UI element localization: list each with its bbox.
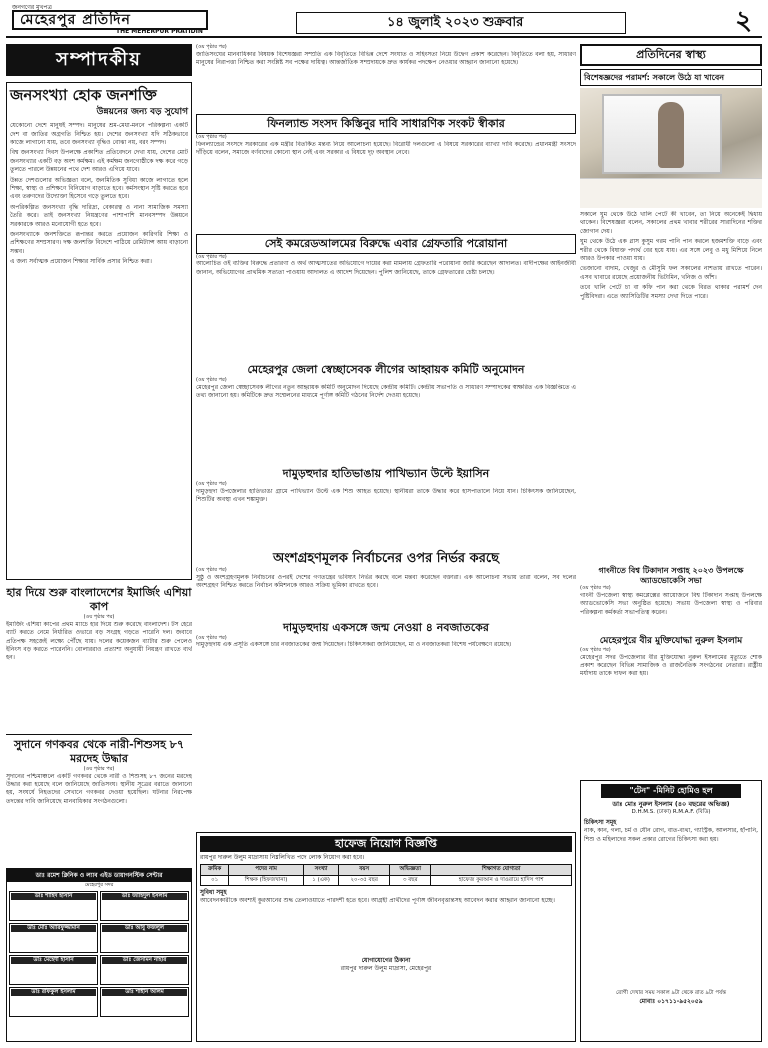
story-body: জাতিসংঘের মানবাধিকার বিষয়ক বিশেষজ্ঞরা সম্প্রতি এক বিবৃতিতে বিভিন্ন দেশে সংঘাত ও সহিংসতা নিয়ে উদ্বেগ প্রকাশ করেছেন। বিবৃতিতে বলা হয়, সাধারণ মানুষের নিরাপত্তা নিশ্চিত করা সংশ্লিষ্ট সব পক্ষের দায়িত্ব। আন্তর্জাতিক সম্প্রদায়কে দ্রুত কার্যকর পদক্ষেপ নেওয়ার আহ্বান জানানো হয়েছে। <box>196 50 576 67</box>
story-byline: (ওয় পৃষ্ঠার পর) <box>580 646 611 653</box>
story-body: দামুড়হুদা উপজেলার হাতিভাঙা গ্রামে পাখিভ্যান উল্টে এক শিশু আহত হয়েছে। স্থানীয়রা তাকে উদ্ধার করে হাসপাতালে নিয়ে যান। চিকিৎসক জানিয়েছেন, শিশুটির অবস্থা এখন শঙ্কামুক্ত। <box>196 487 576 504</box>
table-header: পদের নাম <box>229 865 304 875</box>
health-paragraph: সকালে ঘুম থেকে উঠে খালি পেটে কী খাবেন, তা নিয়ে অনেকেই দ্বিধায় থাকেন। বিশেষজ্ঞরা বলেন, সকালের প্রথম খাবার শরীরের সারাদিনের শক্তির জোগান দেয়। <box>580 211 762 235</box>
health-paragraph: তবে খালি পেটে চা বা কফি পান করা থেকে বিরত থাকার পরামর্শ দেন পুষ্টিবিদরা। এতে অ্যাসিডিটির সমস্যা দেখা দিতে পারে। <box>580 284 762 300</box>
editorial-paragraph: অপরিকল্পিত জনসংখ্যা বৃদ্ধি দারিদ্র্য, বেকারত্ব ও নানা সামাজিক সমস্যা তৈরি করে। তাই জনসংখ্যা নিয়ন্ত্রণের পাশাপাশি মানবসম্পদ উন্নয়নে সরকারকে আরও মনোযোগী হতে হবে। <box>10 203 188 228</box>
hafez-notice <box>196 832 576 1042</box>
doctor-grid <box>7 889 191 1019</box>
table-cell: ০১ <box>201 875 229 885</box>
table-header: সংখ্যা <box>303 865 338 875</box>
homeo-ad <box>580 780 762 1042</box>
story-byline: (ওয় পৃষ্ঠার পর) <box>196 634 227 641</box>
doctor-card <box>100 987 189 1017</box>
bed-shape <box>580 178 762 208</box>
story-byline: (ওয় পৃষ্ঠার পর) <box>196 133 227 140</box>
story-body: আলোচিত ওই ব্যক্তির বিরুদ্ধে প্রতারণা ও অর্থ আত্মসাতের অভিযোগে দায়ের করা মামলায় গ্রেফতারি পরোয়ানা জারি করেছেন আদালত। বাদীপক্ষের আইনজীবী জানান, অভিযোগের প্রাথমিক সত্যতা পাওয়ায় আদালত এ আদেশ দিয়েছেন। পুলিশ জানিয়েছে, তাকে গ্রেফতারের চেষ্টা চলছে। <box>196 260 576 276</box>
notice-contact: রায়পুর দারুল উলুম মাদ্রাসা, মেহেরপুর <box>340 965 432 973</box>
story-headline[interactable]: সেই কমরেডআলমের বিরুদ্ধে এবার গ্রেফতারি পরোয়ানা <box>196 234 576 254</box>
editorial-paragraph: যেকোনো দেশে মানুষই সম্পদ। মানুষের শ্রম-মেধা-মননে পরিকল্পনা একটি দেশ বা জাতির অগ্রগতি নিশ্চিত হয়। দেশের জনসংখ্যা যদি সঠিকভাবে কাজে লাগানো যায়, তবে জনসংখ্যা বৃদ্ধিও বোঝা নয়, বরং সম্পদ। <box>10 122 188 146</box>
doctor-card <box>100 923 189 953</box>
left-story-1 <box>6 586 192 731</box>
table-cell: হাফেজ কুরআন ও দাওরায়ে হাদিস পাশ <box>431 875 572 885</box>
table-header: ক্রমিক <box>201 865 229 875</box>
editorial-paragraph: জনসংখ্যাকে জনশক্তিতে রূপান্তর করতে প্রয়োজন কারিগরি শিক্ষা ও প্রশিক্ষণের সম্প্রসারণ। দক্ষ জনশক্তি বিদেশে পাঠিয়ে রেমিট্যান্স আয় বাড়ানো সম্ভব। <box>10 231 188 255</box>
clinic-title: ডাঃ রমেশ ক্লিনিক ও ল্যাব এইড ডায়াগনস্টিক সেন্টার <box>7 869 191 882</box>
health-body <box>580 211 762 561</box>
masthead <box>6 4 762 38</box>
story-body: সুষ্ঠু ও অংশগ্রহণমূলক নির্বাচনের ওপরই দেশের গণতন্ত্রের ভবিষ্যৎ নির্ভর করছে বলে মন্তব্য করেছেন বক্তারা। এক আলোচনা সভায় তারা বলেন, সব দলের অংশগ্রহণ নিশ্চিত করতে নির্বাচন কমিশনকে আরও সক্রিয় ভূমিকা রাখতে হবে। <box>196 573 576 589</box>
newspaper-logo[interactable] <box>6 4 216 36</box>
doctor-card <box>9 955 98 985</box>
story-byline: (ওয় পৃষ্ঠার পর) <box>196 481 227 487</box>
table-cell: শিক্ষক (হিফজখানা) <box>229 875 304 885</box>
table-cell: ২০-৩৫ বছর <box>339 875 390 885</box>
issue-date: ১৪ জুলাই ২০২৩ শুক্রবার <box>296 12 626 34</box>
doctor-card <box>9 923 98 953</box>
doctor-name: ডাঃ শাহিদ হাসান <box>11 893 96 900</box>
doctor-name: ডাঃ জাহিদুল ইসলাম <box>102 893 187 900</box>
homeo-phone: মোবাঃ ০১৭১১-৯৫২০৫৯ <box>639 997 703 1005</box>
story-byline: (ওয় পৃষ্ঠার পর) <box>580 585 611 591</box>
story-byline: (ওয় পৃষ্ঠার পর) <box>196 566 227 573</box>
divider <box>6 734 192 735</box>
editorial-body <box>10 122 188 572</box>
story-body: ইমার্জিং এশিয়া কাপের প্রথম ম্যাচে হার দিয়ে শুরু করেছে বাংলাদেশ। টস হেরে ব্যাট করতে নেমে নির্ধারিত ওভারে বড় সংগ্রহ গড়তে পারেনি দল। জবাবে প্রতিপক্ষ সহজেই লক্ষ্যে পৌঁছে যায়। দলের কয়েকজন ব্যাটার শুরু পেলেও ইনিংস বড় করতে পারেননি। বোলাররাও প্রত্যাশা অনুযায়ী নিয়ন্ত্রণ রাখতে ব্যর্থ হন। <box>6 620 192 662</box>
homeo-doctor: ডাঃ মোঃ নুরুল ইসলাম (৪০ বছরের অভিজ্ঞ) <box>612 800 730 808</box>
homeo-services-title: চিকিৎসা সমূহ <box>584 819 617 827</box>
clinic-subtitle: মেহেরপুর সদর <box>84 882 114 888</box>
homeo-footer: রোগী দেখার সময় সকাল ৯টা থেকে রাত ৯টা পর্যন্ত <box>615 990 727 997</box>
story-headline[interactable]: গাংনীতে বিশ্ব টিকাদান সপ্তাহ ২০২৩ উপলক্ষে অ্যাডভোকেসি সভা <box>598 565 744 585</box>
right-column <box>580 44 762 694</box>
doctor-name: ডাঃ রফিকুল ইসলাম <box>11 989 96 996</box>
homeo-degree: D.H.M.S. (ঢাকা) R.M.A.F. (বিডি) <box>631 808 711 815</box>
story-body: গাংনী উপজেলা স্বাস্থ্য কমপ্লেক্সের আয়োজনে বিশ্ব টিকাদান সপ্তাহ উপলক্ষে অ্যাডভোকেসি সভা অনুষ্ঠিত হয়েছে। সভায় উপজেলা স্বাস্থ্য ও পরিবার পরিকল্পনা কর্মকর্তা সভাপতিত্ব করেন। <box>580 591 762 616</box>
notice-terms: আবেদনকারীকে অবশ্যই কুরআনের শুদ্ধ তেলাওয়াতে পারদর্শী হতে হবে। আগ্রহী প্রার্থীদের পূর্ণাঙ্গ জীবনবৃত্তান্তসহ আবেদন করার আহ্বান জানানো হচ্ছে। <box>200 897 555 905</box>
table-cell: ১ (এক) <box>303 875 338 885</box>
doctor-name: ডাঃ মেহেদী হাসান <box>11 957 96 964</box>
story-headline[interactable]: মেহেরপুরে বীর মুক্তিযোদ্ধা নুরুল ইসলাম <box>599 635 743 646</box>
story-body: ফিনল্যান্ডের সংসদে সরকারের এক মন্ত্রীর বিতর্কিত মন্তব্য নিয়ে আলোচনা হয়েছে। বিরোধী দলগুলো এ বিষয়ে সরকারের ব্যাখ্যা দাবি করেছে। প্রধানমন্ত্রী সংসদে দাঁড়িয়ে বলেন, সমাজে বর্ণবাদের কোনো স্থান নেই এবং সরকার এ বিষয়ে দৃঢ় অবস্থান নেবে। <box>196 140 576 156</box>
doctor-name: ডাঃ শাহীন আলম <box>102 989 187 996</box>
doctor-name: ডাঃ আবু ফজলুল <box>102 925 187 932</box>
story-body: মেহেরপুর জেলা স্বেচ্ছাসেবক লীগের নতুন আহ্বায়ক কমিটি অনুমোদন দিয়েছে কেন্দ্রীয় কমিটি। কেন্দ্রীয় সভাপতি ও সাধারণ সম্পাদকের স্বাক্ষরিত এক বিজ্ঞপ্তিতে এ তথ্য জানানো হয়। কমিটিকে দ্রুত সম্মেলনের মাধ্যমে পূর্ণাঙ্গ কমিটি গঠনের নির্দেশ দেওয়া হয়েছে। <box>196 384 576 400</box>
story-body: দামুড়হুদায় এক প্রসূতি একসঙ্গে চার নবজাতকের জন্ম দিয়েছেন। চিকিৎসকরা জানিয়েছেন, মা ও নবজাতকরা বিশেষ পর্যবেক্ষণে রয়েছে। <box>196 641 512 649</box>
health-paragraph: ঘুম থেকে উঠে এক গ্লাস কুসুম গরম পানি পান করলে হজমশক্তি বাড়ে এবং শরীর থেকে বিষাক্ত পদার্থ বের হয়ে যায়। এর সঙ্গে লেবু ও মধু মিশিয়ে নিলে আরও উপকার পাওয়া যায়। <box>580 238 762 263</box>
table-header: অভিজ্ঞতা <box>390 865 431 875</box>
health-paragraph: ভেজানো বাদাম, খেজুর ও মৌসুমি ফল সকালের নাশতায় রাখতে পারেন। এসব খাবারে রয়েছে প্রয়োজনীয় ভিটামিন, খনিজ ও আঁশ। <box>580 265 762 281</box>
story-headline[interactable]: সুদানে গণকবর থেকে নারী-শিশুসহ ৮৭ মরদেহ উদ্ধার <box>14 737 184 765</box>
doctor-card <box>9 987 98 1017</box>
notice-table <box>200 864 572 886</box>
doctor-name: ডাঃ মোঃ আরিফুজ্জামান <box>11 925 96 932</box>
story-body: মেহেরপুর সদর উপজেলার বীর মুক্তিযোদ্ধা নুরুল ইসলামের মৃত্যুতে শোক প্রকাশ করেছেন বিভিন্ন সামাজিক ও রাজনৈতিক সংগঠনের নেতারা। রাষ্ট্রীয় মর্যাদায় তাকে দাফন করা হয়। <box>580 653 762 678</box>
clinic-ad <box>6 868 192 1042</box>
story-headline[interactable]: হার দিয়ে শুরু বাংলাদেশের ইমার্জিং এশিয়া কাপ <box>6 586 192 613</box>
story-headline[interactable]: ফিনল্যান্ড সংসদ কিস্তিনুর দাবি সাধারণিক সংকট স্বীকার <box>196 114 576 134</box>
story-body: সুদানের পশ্চিমাঞ্চলে একটি গণকবর থেকে নারী ও শিশুসহ ৮৭ জনের মরদেহ উদ্ধার করা হয়েছে বলে জানিয়েছে জাতিসংঘ। স্থানীয় সূত্রের বরাতে জানানো হয়, সংঘর্ষে নিহতদের সেখানে গণকবর দেওয়া হয়েছিল। ঘটনার নিরপেক্ষ তদন্তের দাবি জানিয়েছে মানবাধিকার সংগঠনগুলো। <box>6 772 192 805</box>
story-byline: (ওয় পৃষ্ঠার পর) <box>83 765 115 772</box>
logo-title: মেহেরপুর প্রতিদিন <box>12 10 208 30</box>
editorial-paragraph: উন্নত দেশগুলোর অভিজ্ঞতা বলে, জনমিতিক সুবিধা কাজে লাগাতে হলে শিক্ষা, স্বাস্থ্য ও প্রশিক্ষণে বিনিয়োগ বাড়াতে হবে। কর্মসংস্থান সৃষ্টি করতে হবে এবং তরুণদের উদ্যোক্তা হিসেবে গড়ে তুলতে হবে। <box>10 176 188 201</box>
editorial-title[interactable]: জনসংখ্যা হোক জনশক্তি <box>10 86 157 104</box>
left-story-2 <box>6 738 192 863</box>
story-headline[interactable]: দামুড়হুদায় একসঙ্গে জন্ম নেওয়া ৪ নবজাতকের <box>283 620 489 634</box>
doctor-card <box>100 955 189 985</box>
notice-terms-title: সুবিধা সমূহ <box>200 888 227 896</box>
table-cell: ৩ বছর <box>390 875 431 885</box>
table-header: শিক্ষাগত যোগ্যতা <box>431 865 572 875</box>
table-header: বয়স <box>339 865 390 875</box>
story-headline[interactable]: অংশগ্রহণমূলক নির্বাচনের ওপর নির্ভর করছে <box>273 550 499 566</box>
editorial-paragraph: এ জন্য সর্বাত্মক প্রয়োজন শিক্ষার সার্বিক প্রসার নিশ্চিত করা। <box>10 258 152 266</box>
story-headline[interactable]: মেহেরপুর জেলা স্বেচ্ছাসেবক লীগের আহ্বায়ক কমিটি অনুমোদন <box>247 363 525 377</box>
notice-contact-title: যোগাযোগের ঠিকানা <box>361 957 411 965</box>
story-byline: (ওয় পৃষ্ঠার পর) <box>83 614 115 620</box>
editorial-box <box>6 82 192 580</box>
health-headline[interactable]: বিশেষজ্ঞদের পরামর্শ: সকালে উঠে যা খাবেন <box>580 69 762 86</box>
table-row <box>201 875 572 885</box>
story-byline: (ওয় পৃষ্ঠার পর) <box>196 377 227 384</box>
middle-column <box>196 44 576 667</box>
logo-tagline: জনগণের মুখপত্র <box>12 4 52 11</box>
notice-title: হাফেজ নিয়োগ বিজ্ঞপ্তি <box>200 836 572 852</box>
health-photo <box>580 88 762 208</box>
left-column <box>6 44 192 863</box>
page-number: ২ <box>735 6 752 36</box>
story-headline[interactable]: দামুড়হুদার হাতিভাঙায় পাখিভ্যান উল্টে ইয়াসিন <box>282 467 490 480</box>
doctor-card <box>100 891 189 921</box>
doctor-name: ডাঃ জেসমিন নাহার <box>102 957 187 964</box>
doctor-card <box>9 891 98 921</box>
story-byline: (ওয় পৃষ্ঠার পর) <box>196 44 227 50</box>
editorial-paragraph: বিশ্ব জনসংখ্যা দিবস উপলক্ষে প্রকাশিত প্রতিবেদনে দেখা যায়, দেশের মোট জনসংখ্যার একটি বড় অংশ কর্মক্ষম। এই কর্মক্ষম জনগোষ্ঠীকে দক্ষ করে গড়ে তুলতে পারলে উন্নয়নের পথে দেশ আরও এগিয়ে যাবে। <box>10 149 188 174</box>
logo-title-en: THE MEHERPUR PRATIDIN <box>116 28 203 35</box>
homeo-badge: "টেন" -মিনিট হোমিও হল <box>601 784 741 798</box>
health-section-title: প্রতিদিনের স্বাস্থ্য <box>580 44 762 66</box>
editorial-subtitle: উন্নয়নের জন্য বড় সুযোগ <box>96 107 188 117</box>
woman-figure <box>658 102 684 168</box>
homeo-services: নাক, কান, গলা, চর্ম ও যৌন রোগ, বাত-ব্যথা, গ্যাস্ট্রিক, আলসার, হাঁপানি, শিশু ও মহিলাদের সকল প্রকার রোগের চিকিৎসা করা হয়। <box>584 827 758 843</box>
notice-intro: রায়পুর দারুল উলুম মাদ্রাসায় নিম্নলিখিত পদে লোক নিয়োগ করা হবে। <box>200 854 365 861</box>
editorial-section-title: সম্পাদকীয় <box>6 44 192 76</box>
story-byline: (ওয় পৃষ্ঠার পর) <box>196 253 227 260</box>
